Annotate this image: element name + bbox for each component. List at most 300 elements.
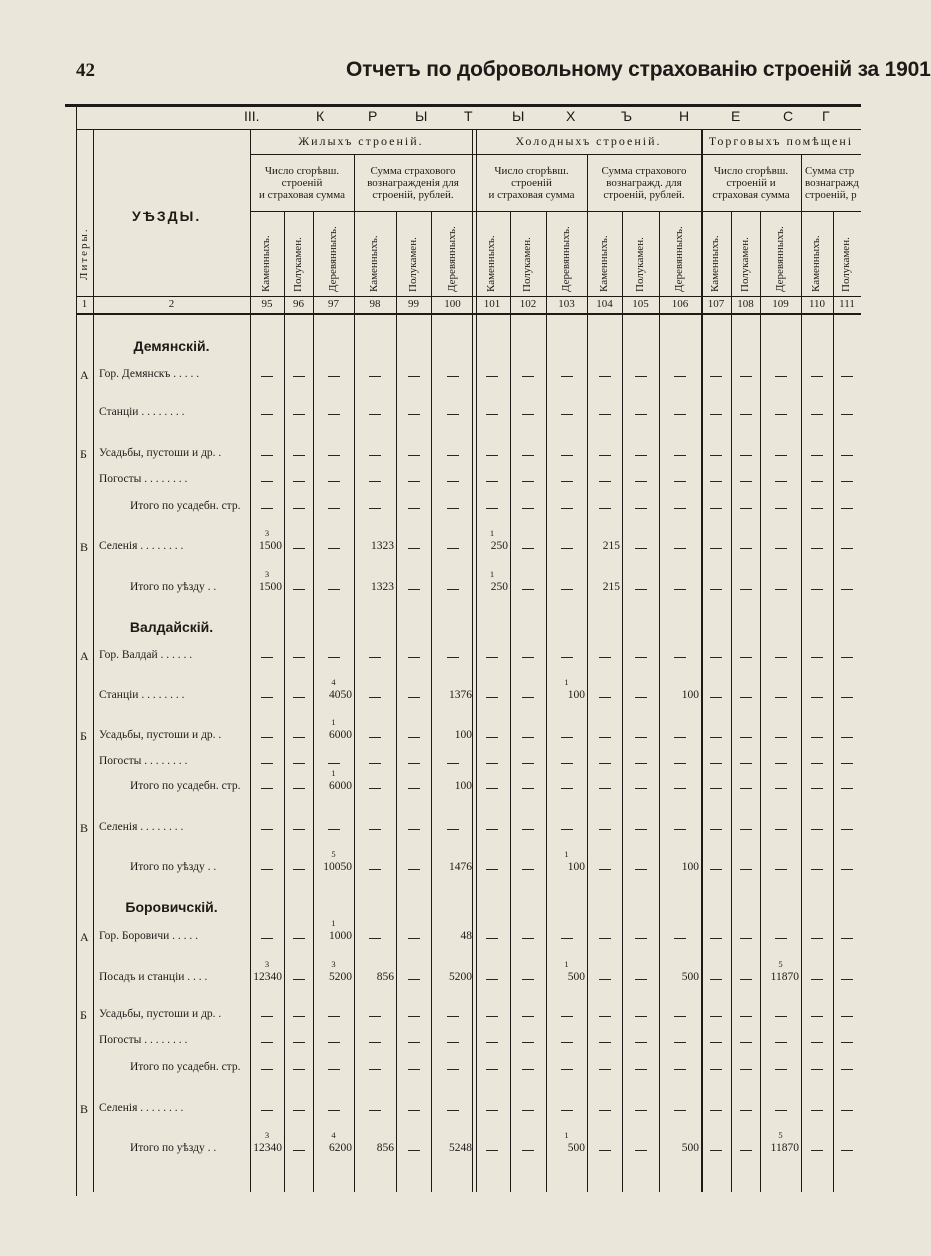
cell-dash [328,657,340,658]
cell-dash [328,508,340,509]
table-cell: 250 [490,581,508,593]
cell-dash [775,481,787,482]
cell-dash [369,455,381,456]
cell-dash [408,737,420,738]
row-litera: В [80,821,89,835]
cell-dash [486,1042,498,1043]
cell-dash [328,414,340,415]
cell-dash [486,1110,498,1111]
cell-count: 1 [331,717,336,727]
cell-dash [293,788,305,789]
cell-dash [328,1016,340,1017]
row-litera: А [80,368,89,382]
cell-dash [635,414,647,415]
subgroup-header: Число сгорѣвш. строеній и страховая сумма [712,165,790,201]
cell-dash [635,657,647,658]
district-header: Боровичскій. [125,899,218,915]
cell-dash [369,737,381,738]
row-litera: А [80,649,89,663]
table-cell: 48 [460,930,472,942]
cell-dash [261,737,273,738]
cell-dash [710,1016,722,1017]
column-number: 97 [328,298,339,310]
cell-dash [522,763,534,764]
column-rule [833,211,834,1192]
table-cell: 6000 [329,729,352,741]
table-cell: 100 [454,780,472,792]
cell-dash [486,1150,498,1151]
column-type-header: Деревянныхъ. [773,226,786,292]
cell-dash [811,481,823,482]
cell-dash [811,1016,823,1017]
column-type-header: Деревянныхъ. [326,226,339,292]
cell-dash [408,1016,420,1017]
district-header: Валдайскій. [129,619,214,635]
cell-dash [710,979,722,980]
cell-dash [522,481,534,482]
cell-dash [447,589,459,590]
cell-dash [775,938,787,939]
column-type-header: Каменныхъ. [368,235,380,292]
cell-dash [561,1042,573,1043]
cell-dash [674,508,686,509]
column-type-header: Деревянныхъ. [445,226,458,292]
cell-dash [328,481,340,482]
cell-dash [561,788,573,789]
column-number: 110 [808,298,826,310]
cell-dash [841,979,853,980]
cell-dash [369,938,381,939]
column-number: 107 [707,298,725,310]
table-cell: 1323 [371,581,394,593]
cell-dash [522,508,534,509]
column-number: 111 [839,298,855,310]
cell-dash [740,548,752,549]
row-label: Станціи . . . . . . . . [99,689,185,701]
cell-dash [369,869,381,870]
cell-dash [447,657,459,658]
cell-dash [635,1016,647,1017]
rule [76,129,861,130]
table-cell: 500 [681,1142,699,1154]
column-rule [76,104,77,1196]
column-type-header: Каменныхъ. [485,235,497,292]
cell-count: 4 [331,1130,336,1140]
table-cell: 215 [602,581,620,593]
table-cell: 100 [567,689,585,701]
cell-dash [293,1069,305,1070]
cell-dash [775,1110,787,1111]
cell-dash [740,1042,752,1043]
cell-dash [710,737,722,738]
column-rule [731,211,732,1192]
cell-dash [635,763,647,764]
cell-dash [486,938,498,939]
cell-dash [811,763,823,764]
cell-count: 1 [564,677,569,687]
cell-dash [486,455,498,456]
cell-dash [674,737,686,738]
column-rule [431,211,432,1192]
cell-dash [635,508,647,509]
cell-dash [740,657,752,658]
cell-dash [710,763,722,764]
cell-dash [775,414,787,415]
cell-dash [674,1016,686,1017]
cell-dash [293,869,305,870]
cell-dash [740,1150,752,1151]
cell-dash [293,657,305,658]
cell-dash [369,1042,381,1043]
table-cell: 1500 [259,540,282,552]
cell-dash [408,455,420,456]
subgroup-header: Сумма стр вознагражд строеній, р [805,165,859,201]
section-letter: Ы [415,108,428,124]
cell-dash [635,548,647,549]
column-number: 98 [369,298,381,310]
cell-dash [369,697,381,698]
cell-dash [841,455,853,456]
cell-dash [369,1069,381,1070]
district-header: Демянскій. [133,338,210,354]
table-cell: 4050 [329,689,352,701]
row-label: Итого по усадебн. стр. [130,500,241,512]
cell-dash [369,1016,381,1017]
cell-dash [635,589,647,590]
row-litera: В [80,540,89,554]
column-number: 105 [632,298,649,310]
cell-dash [408,1110,420,1111]
cell-count: 3 [264,959,270,969]
cell-dash [522,376,534,377]
cell-dash [674,1069,686,1070]
cell-dash [635,1110,647,1111]
cell-dash [261,829,273,830]
cell-dash [740,589,752,590]
column-type-header: Полукамен. [521,237,533,292]
cell-dash [447,763,459,764]
cell-dash [522,1069,534,1070]
cell-dash [775,788,787,789]
cell-dash [740,455,752,456]
cell-dash [369,788,381,789]
cell-dash [710,788,722,789]
table-cell: 10050 [323,861,352,873]
cell-dash [261,697,273,698]
cell-dash [293,763,305,764]
rule [76,313,861,315]
cell-dash [261,508,273,509]
cell-dash [740,1069,752,1070]
cell-dash [710,376,722,377]
cell-dash [775,657,787,658]
group-header: Холодныхъ строеній. [515,134,662,148]
column-number: 108 [737,298,754,310]
cell-dash [408,1042,420,1043]
cell-dash [599,788,611,789]
column-number: 109 [772,298,789,310]
cell-dash [328,829,340,830]
row-litera: В [80,1102,89,1116]
cell-dash [293,589,305,590]
section-letter: Ъ [621,108,633,124]
cell-dash [328,589,340,590]
row-label: Усадьбы, пустоши и др. . [99,447,222,459]
cell-dash [261,788,273,789]
cell-dash [522,414,534,415]
cell-dash [261,1069,273,1070]
cell-dash [710,1150,722,1151]
table-cell: 12340 [253,1142,282,1154]
cell-dash [599,1110,611,1111]
cell-dash [811,1042,823,1043]
cell-dash [599,376,611,377]
cell-dash [599,697,611,698]
cell-dash [740,788,752,789]
column-number: 99 [408,298,419,310]
column-number: 103 [558,298,575,310]
row-label: Итого по усадебн. стр. [130,780,241,792]
cell-dash [635,829,647,830]
cell-dash [408,657,420,658]
table-cell: 5200 [449,971,472,983]
cell-dash [674,1042,686,1043]
subgroup-header: Сумма страхового вознагражденія для строеній, рублей. [367,165,459,201]
column-rule [760,211,761,1192]
column-rule [313,211,314,1192]
cell-dash [674,829,686,830]
cell-dash [293,1150,305,1151]
cell-dash [486,829,498,830]
cell-dash [522,829,534,830]
column-rule [546,211,547,1192]
cell-dash [486,979,498,980]
column-type-header: Полукамен. [633,237,646,292]
cell-dash [522,938,534,939]
table-cell: 5248 [449,1142,472,1154]
cell-dash [486,657,498,658]
section-letter: Х [566,108,576,124]
cell-dash [841,414,853,415]
cell-dash [408,481,420,482]
column-rule [284,211,285,1192]
row-label: Гор. Валдай . . . . . . [99,649,193,661]
cell-dash [710,829,722,830]
cell-dash [561,508,573,509]
cell-count: 3 [264,1130,270,1140]
cell-dash [261,763,273,764]
cell-dash [328,1110,340,1111]
cell-dash [561,455,573,456]
cell-dash [261,869,273,870]
column-rule [472,129,473,1192]
cell-dash [561,376,573,377]
cell-dash [408,589,420,590]
row-label: Селенія . . . . . . . . [99,1102,184,1114]
cell-dash [486,869,498,870]
group-header: Торговыхъ помѣщені [708,134,854,148]
table-cell: 500 [681,971,699,983]
cell-dash [635,1042,647,1043]
cell-dash [369,481,381,482]
table-cell: 100 [567,861,585,873]
litera-header: Литеры. [78,227,90,281]
cell-dash [328,548,340,549]
cell-dash [710,414,722,415]
cell-dash [811,455,823,456]
cell-dash [561,548,573,549]
column-type-header: Деревянныхъ. [673,226,685,292]
cell-dash [710,548,722,549]
cell-dash [841,376,853,377]
column-number: 100 [444,298,461,310]
cell-dash [293,376,305,377]
cell-dash [811,938,823,939]
cell-dash [486,1016,498,1017]
cell-dash [811,1110,823,1111]
column-number: 95 [261,298,273,310]
column-number: 96 [293,298,304,310]
row-label: Посадъ и станціи . . . . [99,971,208,983]
cell-dash [447,829,459,830]
cell-dash [522,1042,534,1043]
row-label: Гор. Боровичи . . . . . [99,930,199,942]
cell-dash [522,979,534,980]
cell-dash [328,1042,340,1043]
table-cell: 215 [602,540,620,552]
column-number: 102 [519,298,537,310]
cell-dash [293,829,305,830]
cell-dash [293,548,305,549]
cell-dash [408,697,420,698]
table-cell: 100 [681,861,699,873]
rule [65,104,861,107]
cell-dash [369,763,381,764]
section-letter: С [783,108,794,124]
cell-dash [293,1110,305,1111]
cell-count: 3 [331,959,336,969]
cell-dash [408,508,420,509]
cell-dash [775,1042,787,1043]
cell-dash [775,1016,787,1017]
cell-dash [599,829,611,830]
table-cell: 250 [490,540,508,552]
cell-count: 5 [778,1130,783,1140]
cell-dash [674,455,686,456]
cell-dash [408,548,420,549]
section-letter: Г [822,108,830,124]
cell-dash [841,788,853,789]
column-rule [476,129,477,1192]
cell-dash [369,376,381,377]
cell-dash [408,1069,420,1070]
cell-dash [775,763,787,764]
cell-dash [674,548,686,549]
column-type-header: Каменныхъ. [810,235,822,292]
cell-dash [408,979,420,980]
cell-dash [599,869,611,870]
cell-dash [710,938,722,939]
cell-dash [522,1110,534,1111]
cell-dash [635,481,647,482]
cell-dash [775,829,787,830]
cell-dash [561,737,573,738]
cell-dash [408,938,420,939]
row-litera: Б [80,1008,87,1022]
cell-count: 1 [564,849,569,859]
column-number: 106 [671,298,689,310]
row-label: Гор. Демянскъ . . . . . [99,368,200,380]
cell-dash [841,1069,853,1070]
cell-dash [486,481,498,482]
cell-dash [775,455,787,456]
row-litera: Б [80,729,87,743]
section-letter: Н [679,108,690,124]
cell-dash [408,763,420,764]
column-rule [510,211,511,1192]
cell-dash [408,788,420,789]
cell-dash [522,869,534,870]
cell-dash [522,548,534,549]
cell-dash [293,414,305,415]
cell-dash [841,697,853,698]
cell-dash [841,1110,853,1111]
cell-dash [561,1016,573,1017]
table-cell: 11870 [770,971,799,983]
cell-dash [775,697,787,698]
cell-dash [522,1016,534,1017]
cell-dash [486,376,498,377]
cell-dash [811,414,823,415]
cell-dash [486,508,498,509]
cell-dash [740,1016,752,1017]
cell-dash [710,1110,722,1111]
cell-dash [561,589,573,590]
cell-dash [740,508,752,509]
column-type-header: Полукамен. [406,237,419,292]
cell-dash [486,788,498,789]
subgroup-header: Сумма страхового вознагражд. для строеній, рублей. [601,165,687,201]
cell-dash [561,829,573,830]
row-label: Станціи . . . . . . . . [99,406,185,418]
cell-dash [408,376,420,377]
cell-dash [599,1042,611,1043]
table-cell: 5200 [329,971,352,983]
table-cell: 856 [376,971,394,983]
cell-dash [811,508,823,509]
uezd-header: УѢЗДЫ. [132,208,202,224]
table-cell: 856 [376,1142,394,1154]
cell-dash [561,938,573,939]
cell-dash [674,788,686,789]
table-cell: 1376 [449,689,472,701]
page-number: 42 [76,60,95,81]
column-rule [250,129,251,1192]
cell-dash [522,788,534,789]
cell-dash [674,481,686,482]
cell-dash [561,414,573,415]
cell-dash [261,1110,273,1111]
cell-count: 1 [489,528,495,538]
cell-dash [674,938,686,939]
table-cell: 100 [454,729,472,741]
cell-dash [775,548,787,549]
cell-count: 1 [564,959,569,969]
cell-dash [841,1150,853,1151]
cell-dash [674,414,686,415]
cell-dash [740,1110,752,1111]
table-cell: 6200 [329,1142,352,1154]
